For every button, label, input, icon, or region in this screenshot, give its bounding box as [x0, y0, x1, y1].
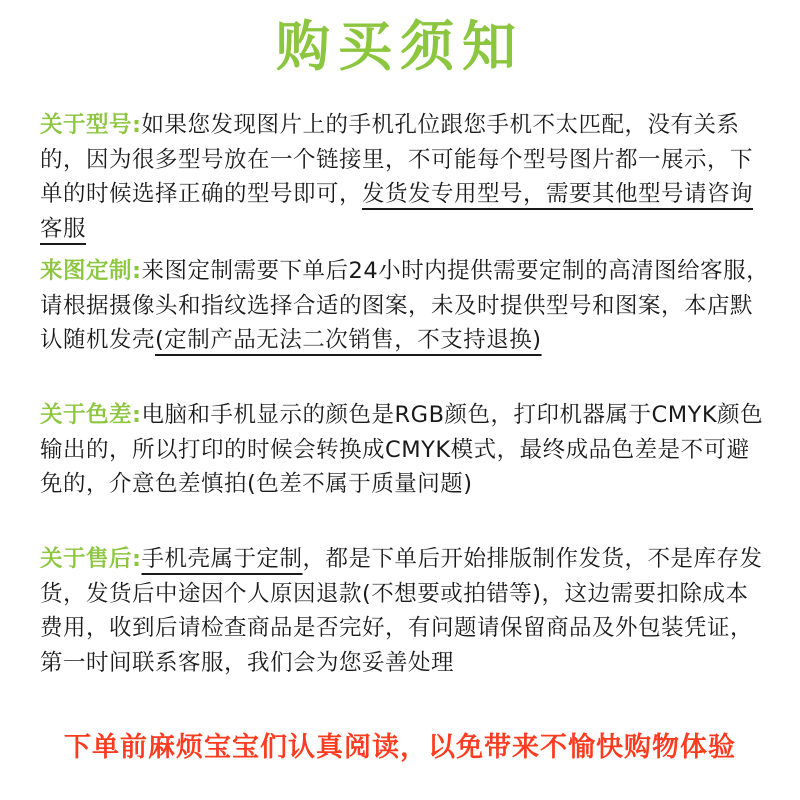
section-label: 关于售后: — [40, 546, 142, 572]
section-custom-image — [40, 254, 770, 358]
section-model — [40, 108, 770, 246]
section-underlined-text: 发货发专用型号，需要其他型号请咨询客服 — [40, 181, 754, 242]
section-label: 关于型号: — [40, 112, 142, 138]
section-color-difference — [40, 398, 770, 502]
section-text: 来图定制需要下单后24小时内提供需要定制的高清图给客服，请根据摄像头和指纹选择合适的图案，未及时提供型号和图案，本店默认随机发壳 — [40, 258, 770, 353]
section-label: 关于色差: — [40, 402, 142, 428]
page-title: 购买须知 — [276, 15, 524, 78]
section-text: 如果您发现图片上的手机孔位跟您手机不太匹配，没有关系的，因为很多型号放在一个链接里，不可能每个型号图片都一展示，下单的时候选择正确的型号即可， — [40, 112, 754, 207]
section-label: 来图定制: — [40, 258, 142, 284]
section-underlined-text: 手机壳属于定制 — [141, 546, 303, 572]
section-text: 电脑和手机显示的颜色是RGB颜色，打印机器属于CMYK颜色输出的，所以打印的时候会转换成CMYK模式，最终成品色差是不可避免的，介意色差慎拍(色差不属于质量问题) — [40, 402, 764, 497]
section-after-sales — [40, 542, 770, 680]
footer-notice: 下单前麻烦宝宝们认真阅读，以免带来不愉快购物体验 — [64, 732, 736, 763]
section-text: ，都是下单后开始排版制作发货，不是库存发货，发货后中途因个人原因退款(不想要或拍错等)，这边需要扣除成本费用，收到后请检查商品是否完好，有问题请保留商品及外包装凭证，第一时间联系客服，我们会为您妥善处理 — [40, 546, 763, 676]
section-underlined-text: (定制产品无法二次销售，不支持退换) — [155, 327, 542, 353]
